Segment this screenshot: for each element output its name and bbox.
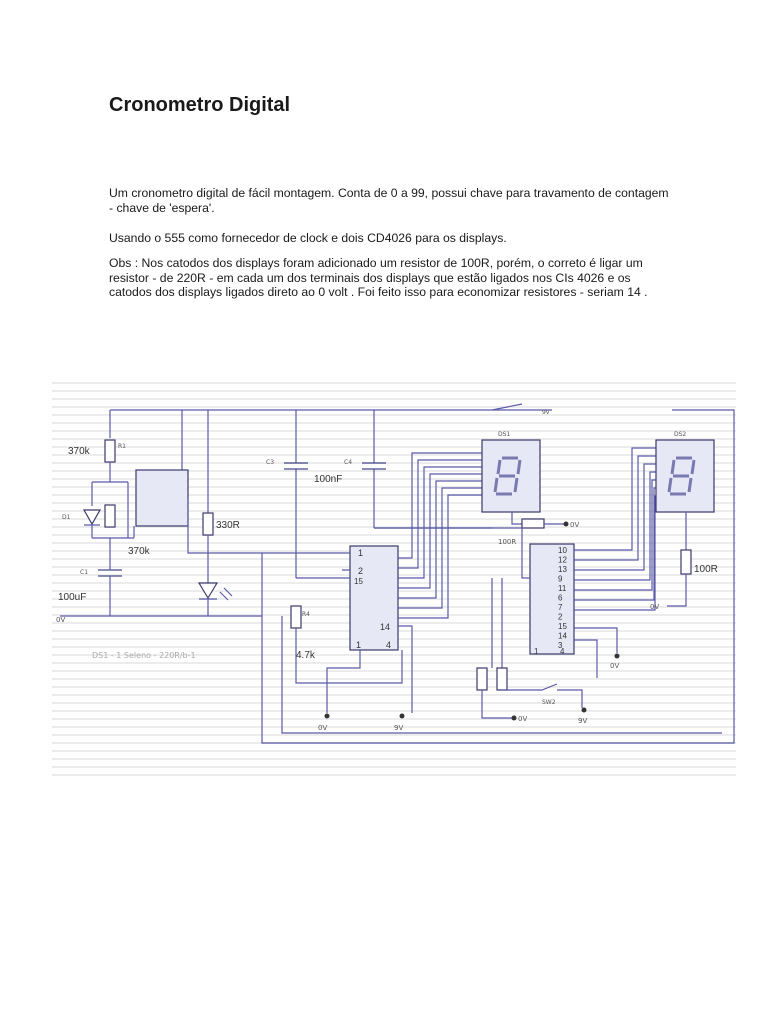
ic2-pin-label: 1: [534, 647, 539, 656]
resistor-100r-mid: [522, 519, 544, 528]
watermark-stripe: [52, 710, 736, 712]
supply-node: [400, 714, 405, 719]
r4-value-label: 4.7k: [296, 650, 315, 661]
paragraph-components: Usando o 555 como fornecedor de clock e dois CD4026 para os displays.: [109, 231, 507, 245]
faded-note: DS1 - 1 Seleno - 220R/b-1: [92, 651, 196, 660]
watermark-stripe: [52, 462, 736, 464]
watermark-stripe: [52, 430, 736, 432]
r1-ref-label: R1: [118, 443, 126, 450]
ic2-pin-label: 2: [558, 612, 563, 622]
watermark-stripe: [52, 422, 736, 424]
c3-value-label: 100nF: [314, 474, 343, 485]
ic1-pin-label: 1: [356, 640, 362, 650]
resistor-r2: [105, 505, 115, 527]
ic2-pin-label: 10: [558, 546, 567, 555]
watermark-stripe: [52, 662, 736, 664]
ic1-pin-label: 2: [358, 566, 364, 576]
ground-bottom-left-label: 0V: [318, 724, 328, 732]
watermark-stripe: [52, 694, 736, 696]
supply-bottom-right-label: 9V: [578, 717, 588, 725]
watermark-stripe: [52, 750, 736, 752]
watermark-stripe: [52, 670, 736, 672]
ground-bottom-right-label: 0V: [610, 662, 620, 670]
resistor-r1: [105, 440, 115, 462]
ic-555: [136, 470, 188, 526]
ic2-pin-label: 13: [558, 565, 567, 574]
ground-right-label: 0V: [650, 603, 660, 611]
watermark-stripe: [52, 534, 736, 536]
watermark-stripe: [52, 734, 736, 736]
watermark-stripe: [52, 702, 736, 704]
watermark-stripe: [52, 718, 736, 720]
resistor-r5: [477, 668, 487, 690]
ground-node: [325, 714, 330, 719]
ic2-pin-label: 3: [558, 641, 563, 650]
watermark-stripe: [52, 774, 736, 776]
ic2-pin-label: 6: [558, 593, 563, 603]
diode-d1: [84, 510, 100, 524]
resistor-r4: [291, 606, 301, 628]
ic2-pin-label: 4: [560, 647, 565, 656]
ds2-ref-label: DS2: [674, 431, 687, 438]
ic-cd4026-2: [530, 544, 574, 654]
r2-value-label: 370k: [128, 546, 150, 557]
watermark-stripe: [52, 758, 736, 760]
ic2-pin-label: 9: [558, 574, 563, 584]
watermark-stripe: [52, 390, 736, 392]
switch-ref-label: SW2: [542, 699, 556, 706]
ic1-pin-label: 15: [354, 577, 363, 586]
ic2-pin-label: 14: [558, 631, 567, 641]
watermark-stripe: [52, 766, 736, 768]
watermark-stripe: [52, 406, 736, 408]
ic1-pin-label: 14: [380, 622, 391, 632]
page-title: Cronometro Digital: [109, 94, 291, 116]
watermark-stripe: [52, 686, 736, 688]
r1-value-label: 370k: [68, 446, 90, 457]
ic2-pin-label: 15: [558, 622, 567, 631]
resistor-r3: [203, 513, 213, 535]
ic-cd4026-1: [350, 546, 398, 650]
r4-ref-label: R4: [302, 611, 310, 618]
watermark-stripe: [52, 382, 736, 384]
ic1-pin-label: 4: [386, 640, 392, 650]
circuit-schematic: [52, 378, 736, 782]
resistor-100r-right: [681, 550, 691, 574]
ic2-pin-label: 11: [558, 584, 567, 593]
ic2-pin-label: 12: [558, 555, 567, 565]
paragraph-intro: Um cronometro digital de fácil montagem. Conta de 0 a 99, possui chave para travamento de contagem - chave de 'espera'.: [109, 186, 669, 215]
res-100r-right-label: 100R: [694, 564, 718, 575]
ic1-pin-label: 1: [358, 548, 364, 558]
d1-ref-label: D1: [62, 514, 71, 521]
watermark-stripe: [52, 414, 736, 416]
ground-bottom-mid-label: 0V: [518, 715, 528, 723]
ic2-pin-label: 7: [558, 603, 563, 612]
paragraph-note: Obs : Nos catodos dos displays foram adicionado um resistor de 100R, porém, o correto é ligar um resistor - de 220R - em cada um dos terminais dos displays que estão ligados nos CIs 4026 e os catodos dos displays ligados direto ao 0 volt . Foi feito isso para economizar resistores - seriam 14 .: [109, 256, 648, 300]
resistor-r6: [497, 668, 507, 690]
timer-section: [60, 410, 552, 616]
c1-value-label: 100uF: [58, 592, 87, 603]
c3-ref-label: C3: [266, 459, 275, 466]
ground-mid-label: 0V: [570, 521, 580, 529]
res-100r-mid-label: 100R: [498, 538, 517, 546]
watermark-stripe: [52, 438, 736, 440]
ds1-ref-label: DS1: [498, 431, 511, 438]
ground-left-label: 0V: [56, 616, 66, 624]
watermark-stripe: [52, 542, 736, 544]
r3-value-label: 330R: [216, 520, 240, 531]
supply-top-label: 9v: [542, 409, 550, 416]
c1-ref-label: C1: [80, 569, 89, 576]
watermark-stripe: [52, 678, 736, 680]
display-ds2: [656, 440, 714, 606]
c4-ref-label: C4: [344, 459, 353, 466]
watermark-stripe: [52, 454, 736, 456]
supply-bottom-left-label: 9V: [394, 724, 404, 732]
watermark-stripe: [52, 398, 736, 400]
